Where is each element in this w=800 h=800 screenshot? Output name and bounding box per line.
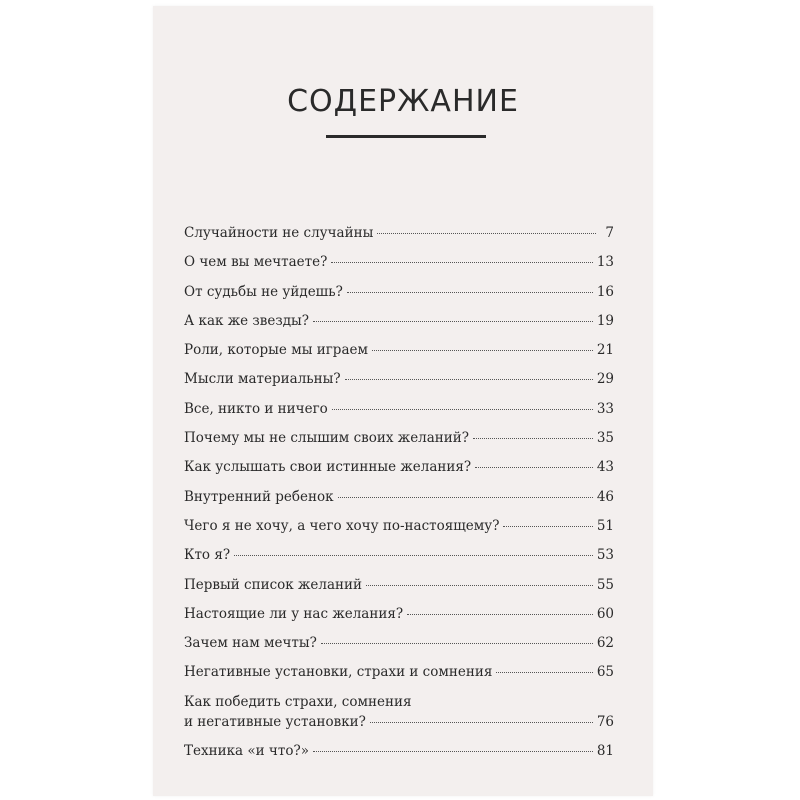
toc-entry <box>184 365 614 394</box>
toc-leader-dots <box>366 585 593 586</box>
toc-entry-title: Роли, которые мы играем <box>184 342 368 359</box>
toc-leader-dots <box>313 751 593 752</box>
toc-leader-dots <box>332 409 593 410</box>
toc-entry-title: Зачем нам мечты? <box>184 635 317 652</box>
toc-entry <box>184 483 614 512</box>
toc-page-number: 51 <box>596 517 614 534</box>
table-of-contents <box>184 219 614 766</box>
toc-entry <box>184 571 614 600</box>
toc-entry <box>184 512 614 541</box>
toc-leader-dots <box>331 262 592 263</box>
toc-entry <box>184 248 614 277</box>
toc-entry-title-line1: Как победить страхи, сомнения <box>184 693 412 710</box>
toc-entry <box>184 336 614 365</box>
toc-page-number: 65 <box>596 664 614 681</box>
page-title: СОДЕРЖАНИЕ <box>287 84 519 119</box>
toc-page-number: 60 <box>596 605 614 622</box>
toc-entry-title: Как услышать свои истинные желания? <box>184 459 472 476</box>
book-page <box>153 6 653 796</box>
toc-leader-dots <box>321 643 593 644</box>
toc-entry <box>184 453 614 482</box>
toc-leader-dots <box>338 497 593 498</box>
toc-entry <box>184 600 614 629</box>
toc-entry-title: и негативные установки? <box>184 713 366 730</box>
toc-entry <box>184 307 614 336</box>
toc-entry-title: Случайности не случайны <box>184 225 374 241</box>
toc-leader-dots <box>345 379 593 380</box>
toc-entry-title: А как же звезды? <box>184 312 310 329</box>
toc-entry-title: Чего я не хочу, а чего хочу по-настоящему? <box>184 517 500 534</box>
toc-leader-dots <box>347 292 593 293</box>
toc-page-number: 55 <box>596 576 614 593</box>
title-underline <box>326 135 486 138</box>
toc-entry <box>184 629 614 658</box>
toc-page-number: 81 <box>596 742 614 759</box>
toc-entry-title: Первый список желаний <box>184 576 363 593</box>
toc-leader-dots <box>475 467 593 468</box>
toc-page-number: 43 <box>596 459 614 476</box>
toc-entry-title: Все, никто и ничего <box>184 400 328 417</box>
toc-page-number: 46 <box>596 488 614 505</box>
toc-page-number: 53 <box>596 547 614 564</box>
toc-leader-dots <box>370 722 593 723</box>
toc-page-number: 21 <box>596 342 614 359</box>
toc-entry-title: Негативные установки, страхи и сомнения <box>184 664 493 681</box>
toc-leader-dots <box>503 526 592 527</box>
toc-page-number: 76 <box>596 713 614 730</box>
toc-entry-title: Кто я? <box>184 547 231 564</box>
toc-entry-title: От судьбы не уйдешь? <box>184 283 343 300</box>
toc-entry-title: О чем вы мечтаете? <box>184 254 328 271</box>
toc-entry <box>184 395 614 424</box>
toc-entry <box>184 278 614 307</box>
toc-leader-dots <box>473 438 593 439</box>
toc-entry <box>184 658 614 687</box>
toc-entry-title: Внутренний ребенок <box>184 488 334 505</box>
toc-page-number: 19 <box>596 312 614 329</box>
toc-entry <box>184 219 614 248</box>
toc-page-number: 62 <box>596 635 614 652</box>
toc-leader-dots <box>313 321 593 322</box>
toc-entry-title: Техника «и что?» <box>184 742 309 759</box>
toc-page-number: 33 <box>596 400 614 417</box>
toc-leader-dots <box>234 555 593 556</box>
toc-entry-title: Почему мы не слышим своих желаний? <box>184 430 470 447</box>
toc-entry-title: Настоящие ли у нас желания? <box>184 605 404 622</box>
toc-entry <box>184 737 614 766</box>
toc-page-number: 35 <box>596 430 614 447</box>
toc-page-number: 16 <box>596 283 614 300</box>
toc-entry <box>184 541 614 570</box>
toc-page-number: 7 <box>605 225 614 241</box>
toc-leader-dots <box>372 350 593 351</box>
toc-page-number: 29 <box>596 371 614 388</box>
toc-leader-dots <box>407 614 593 615</box>
toc-leader-dots <box>496 672 592 673</box>
toc-entry <box>184 424 614 453</box>
toc-page-number: 13 <box>596 254 614 271</box>
toc-leader-dots <box>377 233 596 234</box>
toc-entry <box>184 688 614 737</box>
toc-entry-title: Мысли материальны? <box>184 371 341 388</box>
